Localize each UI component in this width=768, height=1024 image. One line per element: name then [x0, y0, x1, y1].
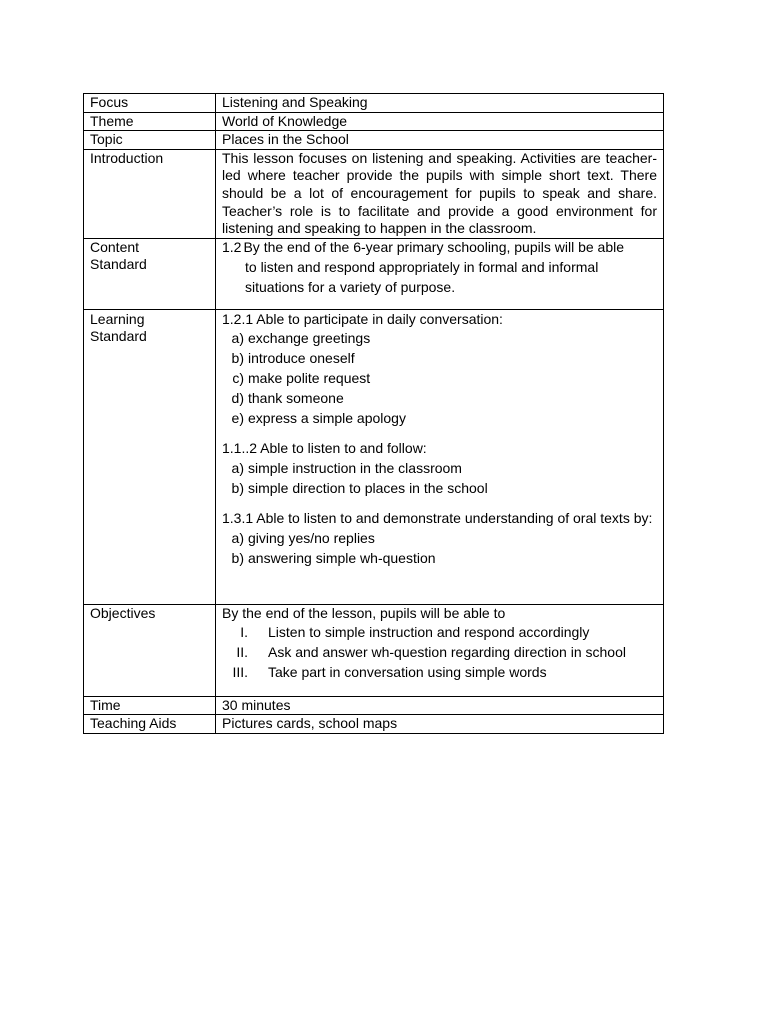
- topic-value: Places in the School: [216, 131, 664, 150]
- theme-label: Theme: [84, 112, 216, 131]
- list-item: a) exchange greetings: [231, 330, 371, 347]
- introduction-label: Introduction: [84, 149, 216, 238]
- list-item: a) simple instruction in the classroom: [231, 459, 462, 476]
- standard-1-2-1-list: [222, 328, 657, 428]
- list-item: b) simple direction to places in the school: [231, 479, 488, 496]
- objectives-label: Objectives: [84, 604, 216, 696]
- lesson-plan-table: [83, 93, 664, 734]
- content-standard-label-line2: Standard: [90, 256, 147, 273]
- objectives-value: [216, 604, 664, 696]
- row-topic: [84, 131, 664, 150]
- theme-value: World of Knowledge: [216, 112, 664, 131]
- list-item: a) giving yes/no replies: [231, 529, 375, 546]
- list-item: d) thank someone: [231, 390, 344, 407]
- row-introduction: [84, 149, 664, 238]
- row-theme: [84, 112, 664, 131]
- teaching-aids-value: Pictures cards, school maps: [216, 715, 664, 734]
- content-standard-line3: situations for a variety of purpose.: [245, 279, 456, 296]
- list-item: I. Listen to simple instruction and respond accordingly: [240, 624, 590, 641]
- standard-1-1-2-heading: 1.1..2 Able to listen to and follow:: [222, 440, 427, 457]
- list-item: c) make polite request: [232, 370, 371, 387]
- list-item: e) express a simple apology: [231, 410, 406, 427]
- learning-standard-value: [216, 309, 664, 604]
- content-standard-value: [216, 238, 664, 309]
- learning-standard-label: [84, 309, 216, 604]
- objectives-list: [222, 622, 657, 682]
- row-learning-standard: [84, 309, 664, 604]
- learning-standard-label-line2: Standard: [90, 328, 147, 345]
- learning-standard-label-line1: Learning: [90, 310, 145, 327]
- topic-label: Topic: [84, 131, 216, 150]
- objectives-intro: By the end of the lesson, pupils will be able to: [222, 604, 506, 621]
- list-item: II. Ask and answer wh-question regarding direction in school: [236, 644, 626, 661]
- time-label: Time: [84, 696, 216, 715]
- content-standard-line2: to listen and respond appropriately in formal and informal: [245, 259, 599, 276]
- content-standard-line1: By the end of the 6-year primary schooling, pupils will be able: [243, 238, 625, 255]
- content-standard-number: 1.2: [222, 238, 242, 255]
- row-focus: [84, 94, 664, 113]
- content-standard-label-line1: Content: [90, 238, 140, 255]
- row-time: [84, 696, 664, 715]
- standard-1-1-2-list: [222, 458, 657, 498]
- standard-1-2-1-heading: 1.2.1 Able to participate in daily conversation:: [222, 310, 503, 327]
- focus-value: Listening and Speaking: [216, 94, 664, 113]
- row-objectives: [84, 604, 664, 696]
- introduction-value: This lesson focuses on listening and speaking. Activities are teacher-led where teacher provide the pupils with simple short text. There should be a lot of encouragement for pupils to speak and share. Teacher’s role is to facilitate and provide a good environment for listening and speaking to happen in the classroom.: [216, 149, 664, 238]
- content-standard-label: [84, 238, 216, 309]
- time-value: 30 minutes: [216, 696, 664, 715]
- list-item: b) answering simple wh-question: [231, 549, 436, 566]
- row-content-standard: [84, 238, 664, 309]
- focus-label: Focus: [84, 94, 216, 113]
- teaching-aids-label: Teaching Aids: [84, 715, 216, 734]
- list-item: III. Take part in conversation using simple words: [232, 664, 547, 681]
- standard-1-3-1-heading: 1.3.1 Able to listen to and demonstrate understanding of oral texts by:: [222, 509, 653, 526]
- standard-1-3-1-list: [222, 528, 657, 568]
- list-item: b) introduce oneself: [231, 350, 355, 367]
- row-teaching-aids: [84, 715, 664, 734]
